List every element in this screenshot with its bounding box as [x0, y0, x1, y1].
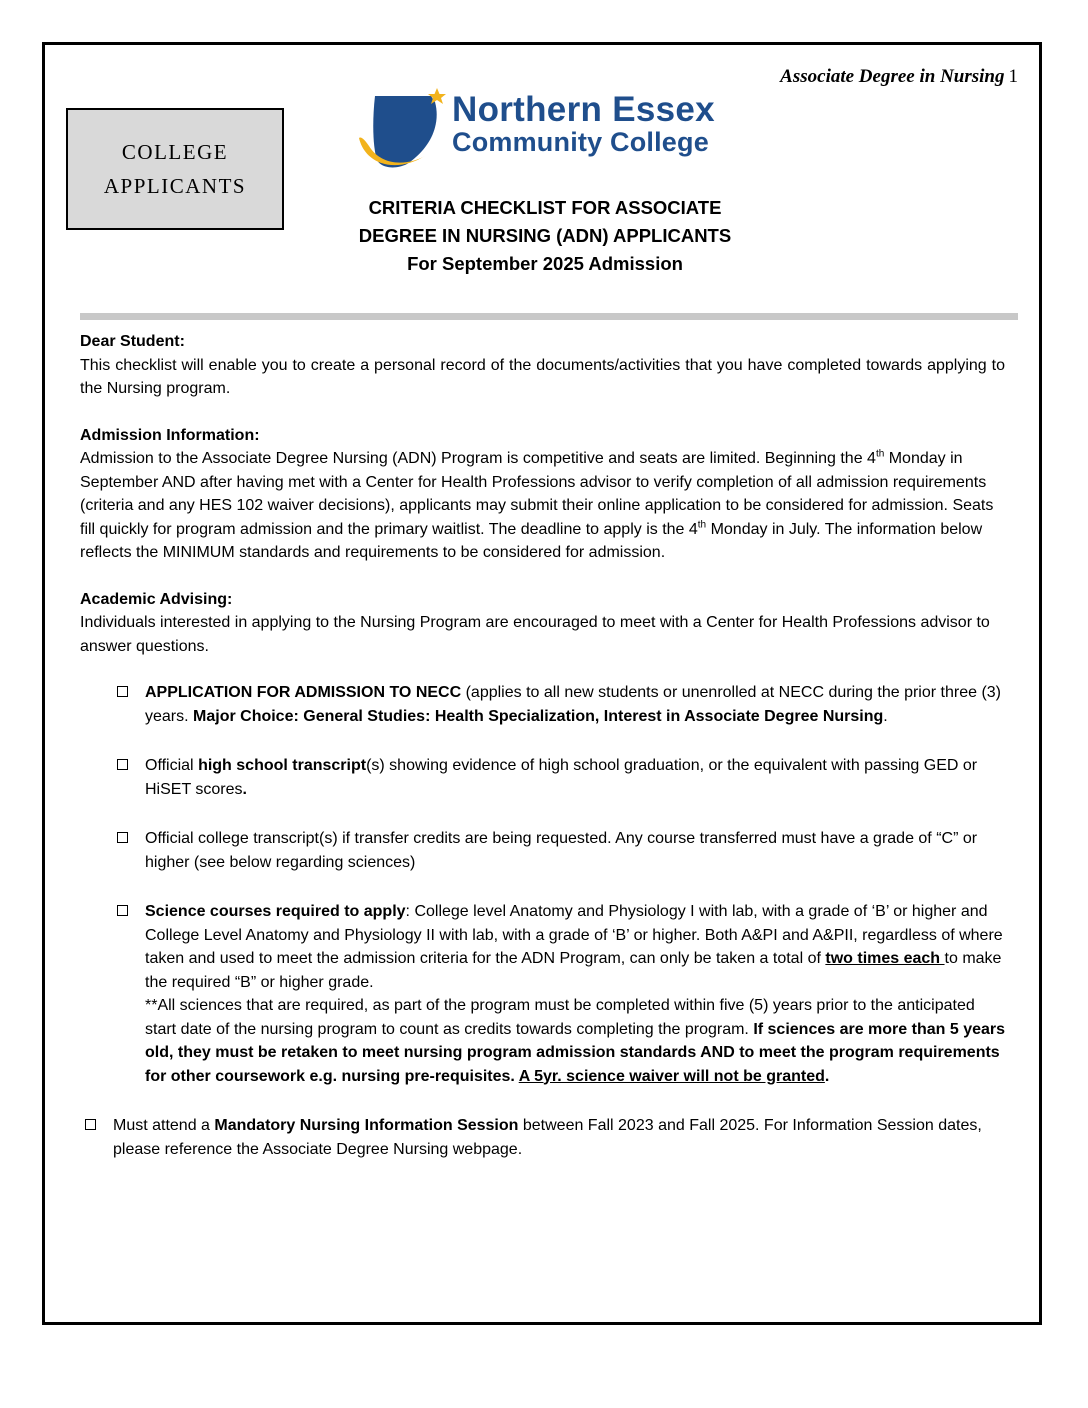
ordinal-suffix: th — [697, 519, 707, 531]
title-line2: DEGREE IN NURSING (ADN) APPLICANTS — [358, 225, 732, 246]
document-body — [80, 330, 1005, 1187]
item-text: Official college transcript(s) if transfer credits are being requested. Any course transferred must have a grade of “C” or higher (see below regarding sciences) — [145, 830, 978, 871]
note-underlined-text: A 5yr. science waiver will not be granted — [518, 1067, 825, 1085]
title-line3: For September 2025 Admission — [407, 253, 683, 274]
advising-body: Individuals interested in applying to the Nursing Program are encouraged to meet with a Center for Health Professions advisor to answer questions. — [80, 614, 990, 655]
item-text: to make the required “B” or higher grade. — [145, 950, 1002, 991]
checklist-item-application — [80, 681, 1005, 728]
logo-line2: Community College — [452, 127, 709, 157]
checklist-item-information-session — [80, 1114, 1005, 1161]
item-bold-text: Major Choice: General Studies: Health Specialization, Interest in Associate Degree Nursing — [193, 707, 884, 725]
checklist-item-high-school-transcript — [80, 754, 1005, 801]
item-text: between Fall 2023 and Fall 2025. For Information Session dates, please reference the Associate Degree Nursing webpage. — [113, 1117, 982, 1158]
admission-text-2: Monday in September AND after having met with a Center for Health Professions advisor to verify completion of all admission requirements (criteria and any HES 102 waiver decisions), applicants may submit their online application to be considered for admission. Seats fill quickly for program admission and the primary waitlist. The deadline to apply is the 4 — [80, 450, 994, 538]
item-text: (s) showing evidence of high school graduation, or the equivalent with passing GED or HiSET scores — [145, 757, 978, 798]
checkbox-icon[interactable] — [117, 759, 128, 770]
item-text: Official — [145, 757, 199, 774]
checklist-item-college-transcript — [80, 827, 1005, 874]
dear-student-section — [80, 330, 1005, 401]
item-text: Must attend a — [113, 1117, 215, 1134]
logo-line1: Northern Essex — [452, 90, 715, 129]
item-text: : College level Anatomy and Physiology I with lab, with a grade of ‘B’ or higher and College Level Anatomy and Physiology II with lab, with a grade of ‘B’ or higher. Both A&PI and A&PII, regardless of where taken and used to meet the admission criteria for the ADN Program, can only be taken a total of — [145, 903, 1003, 967]
item-bold-text: high school transcript — [198, 757, 367, 774]
checklist-item-science-courses — [80, 900, 1005, 1088]
note-bold-text: If sciences are more than 5 years old, they must be retaken to meet nursing program admission standards AND to meet the program requirements for other coursework e.g. nursing pre-requisites. — [145, 1020, 1006, 1085]
item-bold-text: Mandatory Nursing Information Session — [214, 1117, 519, 1134]
note-bold-text: . — [824, 1067, 830, 1085]
item-text: (applies to all new students or unenrolled at NECC during the prior three (3) years. — [145, 684, 1001, 725]
admission-body — [80, 447, 1005, 565]
applicant-type-box — [66, 108, 284, 230]
dear-student-body: This checklist will enable you to create a personal record of the documents/activities that you have completed towards applying to the Nursing program. — [80, 356, 1005, 397]
section-divider — [80, 313, 1018, 320]
document-title — [300, 194, 790, 278]
checkbox-icon[interactable] — [117, 832, 128, 843]
logo-emblem-icon — [355, 86, 451, 176]
advising-heading: Academic Advising: — [80, 590, 233, 608]
item-bold-text: APPLICATION FOR ADMISSION TO NECC — [145, 684, 462, 701]
checkbox-icon[interactable] — [117, 905, 128, 916]
admission-text-1: Admission to the Associate Degree Nursing (ADN) Program is competitive and seats are limited. Beginning the 4 — [80, 450, 876, 467]
criteria-checklist — [80, 681, 1005, 1161]
item-underlined-text: two times each — [825, 950, 945, 967]
item-bold-text: . — [242, 780, 247, 798]
checkbox-icon[interactable] — [85, 1119, 96, 1130]
applicant-box-line2: APPLICANTS — [103, 174, 247, 198]
dear-student-heading: Dear Student: — [80, 333, 185, 350]
checkbox-icon[interactable] — [117, 686, 128, 697]
applicant-box-line1: COLLEGE — [121, 140, 229, 164]
running-header — [780, 66, 1018, 88]
note-text: **All sciences that are required, as part of the program must be completed within five (5) years prior to the anticipated start date of the nursing program to count as credits towards completing the program. — [145, 997, 975, 1038]
college-logo — [355, 86, 745, 176]
program-title: Associate Degree in Nursing — [780, 66, 1005, 87]
item-bold-text: Science courses required to apply — [145, 903, 406, 920]
item-text: . — [883, 707, 888, 725]
ordinal-suffix: th — [875, 448, 885, 460]
science-note — [145, 994, 1005, 1088]
admission-section — [80, 424, 1005, 565]
advising-section — [80, 588, 1005, 659]
admission-text-3: Monday in July. The information below reflects the MINIMUM standards and requirements to be considered for admission. — [80, 520, 983, 561]
page-number: 1 — [1008, 66, 1018, 87]
title-line1: CRITERIA CHECKLIST FOR ASSOCIATE — [368, 197, 722, 218]
admission-heading: Admission Information: — [80, 426, 260, 444]
